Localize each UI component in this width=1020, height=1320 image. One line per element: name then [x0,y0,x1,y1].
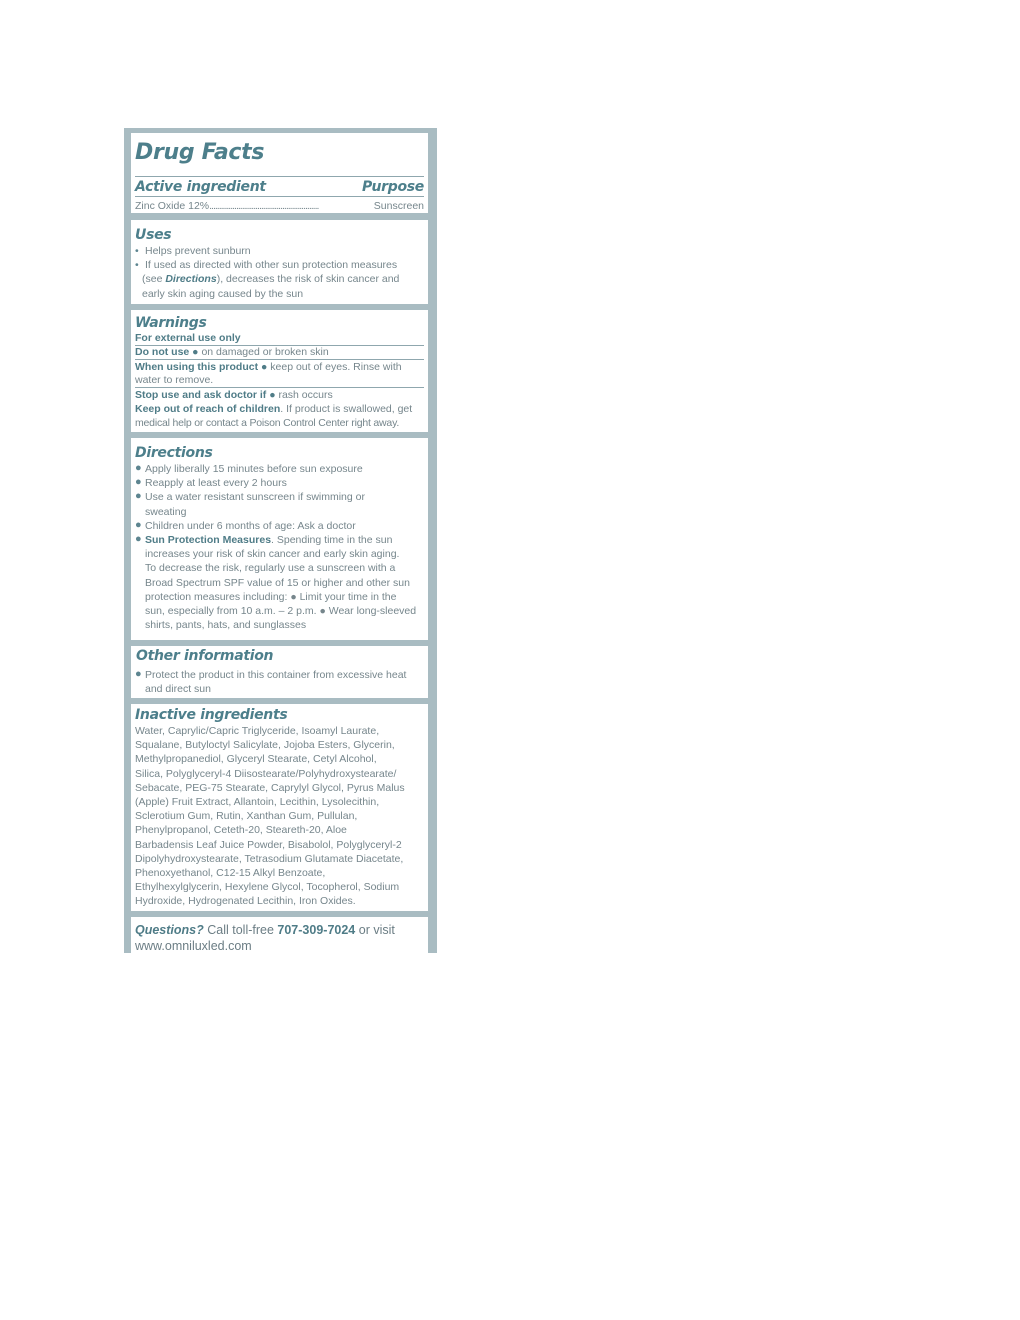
bullet-icon: ● [135,668,142,680]
bullet-icon: ● [135,533,142,546]
drug-facts-panel [124,128,437,953]
direction-item: ● Apply liberally 15 minutes before sun exposure [135,462,363,475]
inactive-ingredients-line: Silica, Polyglyceryl-4 Diisostearate/Polyhydroxystearate/ [135,767,397,780]
direction-item-cont: increases your risk of skin cancer and early skin aging. [145,548,400,561]
direction-item-cont: sweating [145,505,187,518]
inactive-ingredients-line: Squalane, Butyloctyl Salicylate, Jojoba Esters, Glycerin, [135,739,395,752]
direction-item-cont: shirts, pants, hats, and sunglasses [145,619,307,632]
other-information-item-cont: and direct sun [145,683,211,696]
questions-line: Questions? Call toll-free 707-309-7024 or visit [135,923,395,937]
uses-item-cont: (see Directions), decreases the risk of skin cancer and [142,273,400,286]
stop-use: Stop use and ask doctor if ● rash occurs [135,389,333,401]
direction-item-cont: To decrease the risk, regularly use a sunscreen with a [145,562,396,575]
inactive-ingredients-line: Ethylhexylglycerin, Hexylene Glycol, Tocopherol, Sodium [135,881,400,894]
phone-number: 707-309-7024 [277,923,356,937]
direction-item: ● Use a water resistant sunscreen if swimming or [135,490,365,504]
other-information-heading: Other information [136,648,274,664]
uses-heading: Uses [135,227,172,243]
inactive-ingredients-line: (Apple) Fruit Extract, Allantoin, Lecithin, Lysolecithin, [135,796,380,809]
inactive-ingredients-line: Barbadensis Leaf Juice Powder, Bisabolol, Polyglyceryl-2 [135,838,402,851]
warnings-heading: Warnings [135,315,207,331]
bullet-icon: ● [135,490,142,503]
questions-label: Questions? [135,923,204,937]
inactive-ingredients-line: Phenylpropanol, Ceteth-20, Steareth-20, Aloe [135,824,347,837]
direction-item-cont: sun, especially from 10 a.m. – 2 p.m. ● Wear long-sleeved [145,605,417,618]
direction-item-cont: Broad Spectrum SPF value of 15 or higher and other sun [145,576,410,589]
purpose-heading: Purpose [361,179,424,195]
active-ingredient-section [131,133,428,213]
questions-section [131,917,428,953]
website-url[interactable]: www.omniluxled.com [135,939,252,953]
bullet-icon: ● [192,346,199,358]
drug-facts-title: Drug Facts [135,140,265,165]
uses-item-cont: early skin aging caused by the sun [142,287,304,300]
keep-out-of-reach: Keep out of reach of children. If product is swallowed, get [135,403,413,415]
inactive-ingredients-section [131,704,428,911]
inactive-ingredients-heading: Inactive ingredients [135,707,288,723]
uses-section [131,220,428,304]
when-using-cont: water to remove. [135,374,214,386]
bullet-icon: • [135,245,139,257]
direction-item: ● Sun Protection Measures. Spending time in the sun [135,533,393,547]
direction-item: ● Children under 6 months of age: Ask a doctor [135,518,356,532]
divider [135,196,424,197]
do-not-use: Do not use ● on damaged or broken skin [135,346,329,358]
bullet-icon: ● [135,462,142,474]
direction-item: ● Reapply at least every 2 hours [135,476,287,490]
active-ingredient-purpose: Sunscreen [373,200,424,212]
keep-out-of-reach-cont: medical help or contact a Poison Control Center right away. [135,417,400,429]
directions-section [131,438,428,640]
inactive-ingredients-line: Dipolyhydroxystearate, Tetrasodium Glutamate Diacetate, [135,852,404,865]
inactive-ingredients-line: Methylpropanediol, Glyceryl Stearate, Cetyl Alcohol, [135,753,377,766]
inactive-ingredients-line: Water, Caprylic/Capric Triglyceride, Isoamyl Laurate, [135,725,380,737]
uses-item: • Helps prevent sunburn [135,245,251,257]
active-ingredient-name: Zinc Oxide 12% [135,200,210,212]
divider [135,176,424,177]
bullet-icon: ● [261,361,268,373]
direction-item-cont: protection measures including: ● Limit your time in the [145,590,397,603]
bullet-icon: ● [135,518,142,531]
bullet-icon: ● [269,389,276,401]
bullet-icon: • [135,259,139,272]
when-using: When using this product ● keep out of eyes. Rinse with [135,361,402,373]
directions-heading: Directions [135,445,213,461]
inactive-ingredients-line: Phenoxyethanol, C12-15 Alkyl Benzoate, [135,867,326,880]
uses-item: • If used as directed with other sun protection measures [135,259,398,272]
external-use-label: For external use only [135,332,241,344]
inactive-ingredients-line: Sclerotium Gum, Rutin, Xanthan Gum, Pullulan, [135,810,358,823]
inactive-ingredients-line: Sebacate, PEG-75 Stearate, Caprylyl Glycol, Pyrus Malus [135,781,405,794]
inactive-ingredients-line: Hydroxide, Hydrogenated Lecithin, Iron Oxides. [135,895,356,908]
other-information-item: ● Protect the product in this container from excessive heat [135,668,407,681]
other-information-section [131,646,428,698]
active-ingredient-heading: Active ingredient [135,179,266,195]
warnings-section [131,310,428,432]
leader-dots: ......................................................... [209,200,319,212]
bullet-icon: ● [135,476,142,489]
